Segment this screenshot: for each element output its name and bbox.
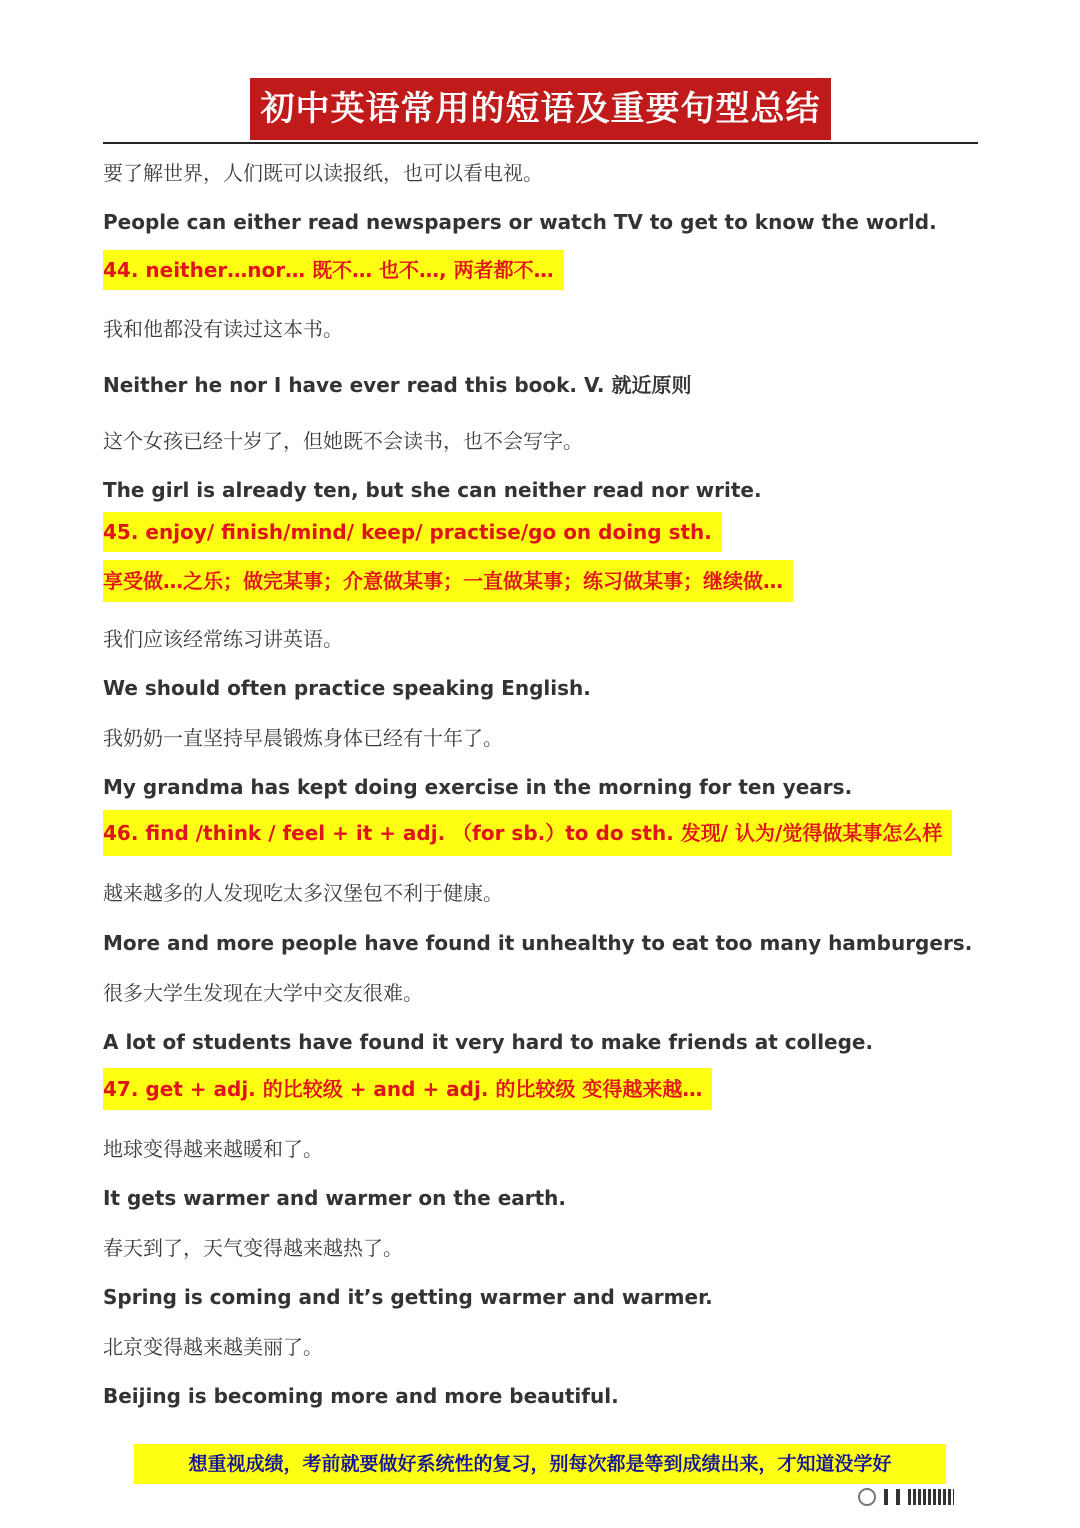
chinese-sentence: 这个女孩已经十岁了，但她既不会读书，也不会写字。 — [103, 429, 583, 453]
circle-icon — [858, 1488, 876, 1506]
chinese-sentence: 地球变得越来越暖和了。 — [103, 1137, 323, 1161]
chinese-sentence: 我们应该经常练习讲英语。 — [103, 627, 343, 651]
english-sentence: A lot of students have found it very hard to make friends at college. — [103, 1030, 874, 1054]
chinese-sentence: 要了解世界，人们既可以读报纸，也可以看电视。 — [103, 161, 543, 185]
english-sentence: Neither he nor I have ever read this book. V. 就近原则 — [103, 373, 692, 397]
viewer-toolbar — [858, 1484, 1058, 1510]
bar-icon — [896, 1489, 900, 1505]
chinese-sentence: 我奶奶一直坚持早晨锻炼身体已经有十年了。 — [103, 726, 503, 750]
page-title: 初中英语常用的短语及重要句型总结 — [250, 78, 831, 140]
english-sentence: The girl is already ten, but she can neither read nor write. — [103, 478, 762, 502]
chinese-sentence: 我和他都没有读过这本书。 — [103, 317, 343, 341]
chinese-sentence: 很多大学生发现在大学中交友很难。 — [103, 981, 423, 1005]
barcode-icon — [908, 1489, 954, 1505]
chinese-sentence: 春天到了，天气变得越来越热了。 — [103, 1236, 403, 1260]
chinese-sentence: 越来越多的人发现吃太多汉堡包不利于健康。 — [103, 881, 503, 905]
phrase-heading-46: 46. find /think / feel + it + adj. （for sb.）to do sth. 发现/ 认为/觉得做某事怎么样 — [103, 810, 952, 856]
english-sentence: People can either read newspapers or watch TV to get to know the world. — [103, 210, 937, 234]
phrase-heading-47: 47. get + adj. 的比较级 + and + adj. 的比较级 变得越来越… — [103, 1068, 712, 1110]
phrase-meaning-45: 享受做…之乐；做完某事；介意做某事；一直做某事；练习做某事；继续做… — [103, 560, 793, 602]
phrase-heading-44: 44. neither…nor… 既不… 也不…, 两者都不… — [103, 250, 564, 290]
english-sentence: My grandma has kept doing exercise in the morning for ten years. — [103, 775, 853, 799]
english-sentence: We should often practice speaking English. — [103, 676, 591, 700]
english-sentence: More and more people have found it unhealthy to eat too many hamburgers. — [103, 931, 973, 955]
title-divider — [103, 142, 978, 144]
phrase-heading-45: 45. enjoy/ finish/mind/ keep/ practise/go on doing sth. — [103, 512, 722, 552]
footer-banner: 想重视成绩，考前就要做好系统性的复习，别每次都是等到成绩出来，才知道没学好 — [134, 1444, 946, 1484]
english-sentence: Beijing is becoming more and more beautiful. — [103, 1384, 619, 1408]
chinese-sentence: 北京变得越来越美丽了。 — [103, 1335, 323, 1359]
english-sentence: It gets warmer and warmer on the earth. — [103, 1186, 567, 1210]
english-sentence: Spring is coming and it’s getting warmer and warmer. — [103, 1285, 713, 1309]
bar-icon — [884, 1489, 888, 1505]
